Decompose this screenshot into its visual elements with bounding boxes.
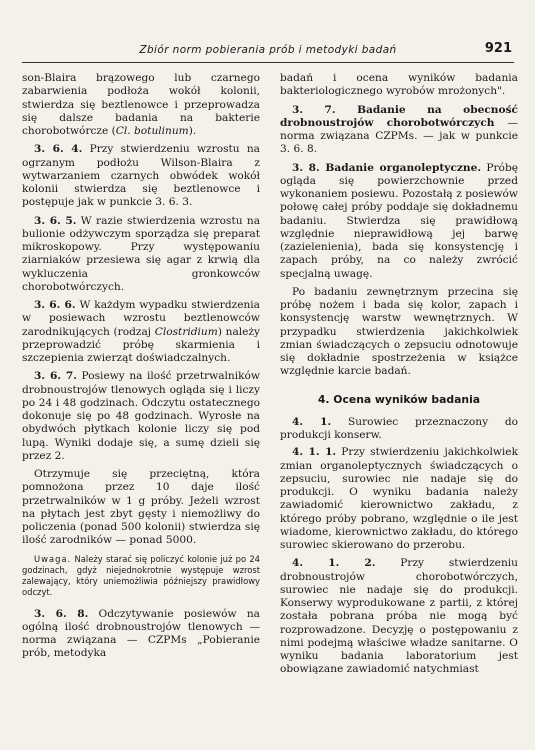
section-3-6-4: 3. 6. 4. Przy stwierdzeniu wzrostu na ogrzanym podłożu Wilson-Blaira z wytwarzaniem czarnych obwódek wokół kolonii stwierdza się beztlenowce i postępuje jak w punkcie 3. 6. 3. [22,143,260,209]
paragraph-po-badaniu: Po badaniu zewnętrznym przecina się próbę nożem i bada się kolor, zapach i konsystencję warstw wewnętrznych. W przypadku stwierdzenia jakichkolwiek zmian świadczących o zepsuciu odnotowuje się dokładnie spostrzeżenia w książce względnie karcie badań. [280,285,518,378]
paragraph-continuation-right: badań i ocena wyników badania bakteriologicznego wyrobów mrożonych". [280,72,518,98]
section-3-6-7: 3. 6. 7. Posiewy na ilość przetrwalników drobnoustrojów tlenowych ogląda się i liczy po 24 i 48 godzinach. Odczytu ostatecznego dokonuje się po 48 godzinach. Wyrosłe na obydwóch płytkach kolonie liczy się pod lupą. Wyniki dodaje się, a sumę dzieli się przez 2. [22,370,260,462]
section-3-6-8: 3. 6. 8. Odczytywanie posiewów na ogólną ilość drobnoustrojów tlenowych — norma związana — CZPMs „Pobieranie prób, metodyka [22,607,260,660]
section-4-1-2: 4. 1. 2. Przy stwierdzeniu drobnoustrojów chorobotwórczych, surowiec nie nadaje się do produkcji. Konserwy wyprodukowane z partii, z której została pobrana próba nie mogą być rozprowadzone. Decyzję o postępowaniu z nimi podejmą właściwe władze sanitarne. O wyniku badania laboratorium jest obowiązane zawiadomić natychmiast [280,557,518,676]
section-3-7: 3. 7. Badanie na obecność drobnoustrojów chorobotwórczych — norma związana CZPMs. — jak w punkcie 3. 6. 8. [280,103,519,156]
section-3-6-5: 3. 6. 5. W razie stwierdzenia wzrostu na bulionie odżywczym sporządza się preparat mikroskopowy. Przy występowaniu ziarniaków przesiewa się agar z krwią dla wykluczenia gronkowców chorobotwórczych. [22,214,261,293]
right-column [280,72,518,682]
section-heading-4: 4. Ocena wyników badania [317,392,481,406]
section-4-1: 4. 1. Surowiec przeznaczony do produkcji konserw. [280,415,518,441]
page-number: 921 [484,41,512,56]
section-3-6-6: 3. 6. 6. W każdym wypadku stwierdzenia w posiewach wzrostu beztlenowców zarodnikujących (rodzaj Clostridium) należy przeprowadzić próbę skarmienia i szczepienia zwierząt doświadczalnych. [22,299,260,364]
paragraph-continuation: son-Blaira brązowego lub czarnego zabarwienia podłoża wokół kolonii, stwierdza się beztlenowce i przeprowadza się dalsze badania na bakterie chorobotwórcze (Cl. botulinum). [22,72,260,137]
section-3-8: 3. 8. Badanie organoleptyczne. Próbę ogląda się powierzchownie przed wykonaniem posiewu. Pozostałą z posiewów połowę całej próby poddaje się dokładnemu badaniu. Stwierdza się prawidłową względnie nieprawidłową jej barwę (zazielenienia), bada się konsystencję i zapach próby, na co należy zwrócić specjalną uwagę. [280,161,518,280]
paragraph-otrzymuje: Otrzymuje się przeciętną, która pomnożona przez 10 daje ilość przetrwalników w 1 g próby. Jeżeli wzrost na płytach jest zbyt gęsty i niemożliwy do policzenia (ponad 500 kolonii) stwierdza się ilość zarodników — ponad 5000. [22,468,260,547]
running-header [22,40,514,63]
section-4-1-1: 4. 1. 1. Przy stwierdzeniu jakichkolwiek zmian organoleptycznych świadczących o zepsuciu, surowiec nie nadaje się do produkcji. O wyniku badania należy zawiadomić kierownictwo zakładu, z którego próby pobrano, względnie o ile jest wiadome, kierownictwo zakładu, do którego surowiec skierowano do przerobu. [280,446,518,551]
left-column [22,72,260,666]
header-title: Zbiór norm pobierania prób i metodyki badań [139,44,397,56]
note: Uwaga. Należy starać się policzyć kolonie już po 24 godzinach, gdyż niejednokrotnie występuje wzrost zalewający, który uniemożliwia późniejszy prawidłowy odczyt. [22,553,260,597]
